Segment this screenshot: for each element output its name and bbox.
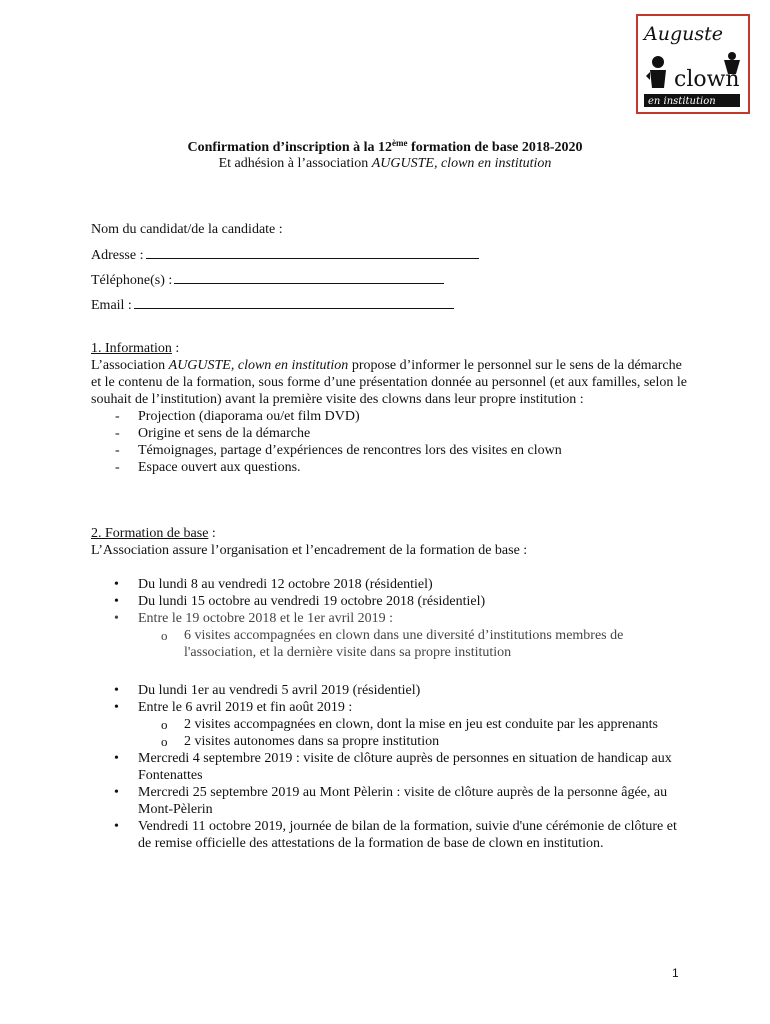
sub-list-item: o 2 visites autonomes dans sa propre institution: [91, 733, 681, 750]
address-label: Adresse :: [91, 248, 144, 263]
list-item: • Entre le 19 octobre 2018 et le 1er avril 2019 :: [91, 610, 681, 627]
section-formation: [91, 525, 691, 559]
section-information: [91, 340, 691, 476]
email-input-line[interactable]: [134, 297, 454, 309]
list-item: • Entre le 6 avril 2019 et fin août 2019 :: [91, 699, 681, 716]
email-field[interactable]: [91, 297, 454, 314]
section1-heading-colon: :: [171, 341, 180, 356]
schedule-group-1: [91, 576, 681, 661]
document-subtitle: [0, 156, 770, 172]
email-label: Email :: [91, 298, 132, 313]
title-superscript: ème: [392, 138, 408, 148]
list-item: - Témoignages, partage d’expériences de rencontres lors des visites en clown: [91, 442, 691, 459]
page-number: 1: [672, 966, 679, 980]
title-text: Confirmation d’inscription à la 12: [187, 140, 393, 155]
candidate-name-label: Nom du candidat/de la candidate :: [91, 222, 283, 237]
list-item: • Vendredi 11 octobre 2019, journée de bilan de la formation, suivie d'une cérémonie de clôture et de remise officielle des attestations de la formation de base de clown en institution.: [91, 818, 681, 852]
logo-text-auguste: Auguste: [644, 23, 723, 45]
list-item: - Espace ouvert aux questions.: [91, 459, 691, 476]
address-input-line[interactable]: [146, 247, 479, 259]
sub-list-item: o 6 visites accompagnées en clown dans une diversité d’institutions membres de l'association, et la dernière visite dans sa propre institution: [91, 627, 681, 661]
document-title: [0, 138, 770, 156]
section2-heading-colon: :: [208, 526, 216, 541]
section1-intro-a: L’association: [91, 358, 169, 373]
list-item: • Du lundi 1er au vendredi 5 avril 2019 (résidentiel): [91, 682, 681, 699]
list-item: • Du lundi 8 au vendredi 12 octobre 2018 (résidentiel): [91, 576, 681, 593]
phone-input-line[interactable]: [174, 272, 444, 284]
logo-text-clown: clown: [674, 67, 740, 92]
schedule-group-2: [91, 682, 681, 852]
list-item: • Du lundi 15 octobre au vendredi 19 octobre 2018 (résidentiel): [91, 593, 681, 610]
section1-intro-b: propose d’informer le personnel sur le sens de la démarche et le contenu de la formation, sous forme d’une présentation donnée au personnel (et aux familles, selon le souhait de l’institution) avant la première visite des clowns dans leur propre institution :: [91, 358, 687, 407]
phone-label: Téléphone(s) :: [91, 273, 173, 288]
logo-text-institution: en institution: [648, 96, 716, 107]
list-item: • Mercredi 4 septembre 2019 : visite de clôture auprès de personnes en situation de handicap aux Fontenattes: [91, 750, 681, 784]
list-item: - Projection (diaporama ou/et film DVD): [91, 408, 691, 425]
section1-intro-italic: AUGUSTE, clown en institution: [168, 358, 349, 373]
subtitle-text: Et adhésion à l’association: [218, 156, 372, 171]
auguste-logo: [636, 14, 750, 114]
sub-list-item: o 2 visites accompagnées en clown, dont la mise en jeu est conduite par les apprenants: [91, 716, 681, 733]
section2-heading: 2. Formation de base: [91, 526, 209, 541]
section1-heading: 1. Information: [91, 341, 172, 356]
title-text-suffix: formation de base 2018-2020: [407, 140, 583, 155]
section2-intro: L’Association assure l’organisation et l’encadrement de la formation de base :: [91, 543, 528, 558]
subtitle-association-name: AUGUSTE, clown en institution: [371, 156, 552, 171]
section1-list: [91, 408, 691, 476]
candidate-name-field[interactable]: [91, 222, 283, 238]
list-item: - Origine et sens de la démarche: [91, 425, 691, 442]
phone-field[interactable]: [91, 272, 444, 289]
section1-intro: [91, 357, 691, 408]
list-item: • Mercredi 25 septembre 2019 au Mont Pèlerin : visite de clôture auprès de la personne âgée, au Mont-Pèlerin: [91, 784, 681, 818]
address-field[interactable]: [91, 247, 479, 264]
